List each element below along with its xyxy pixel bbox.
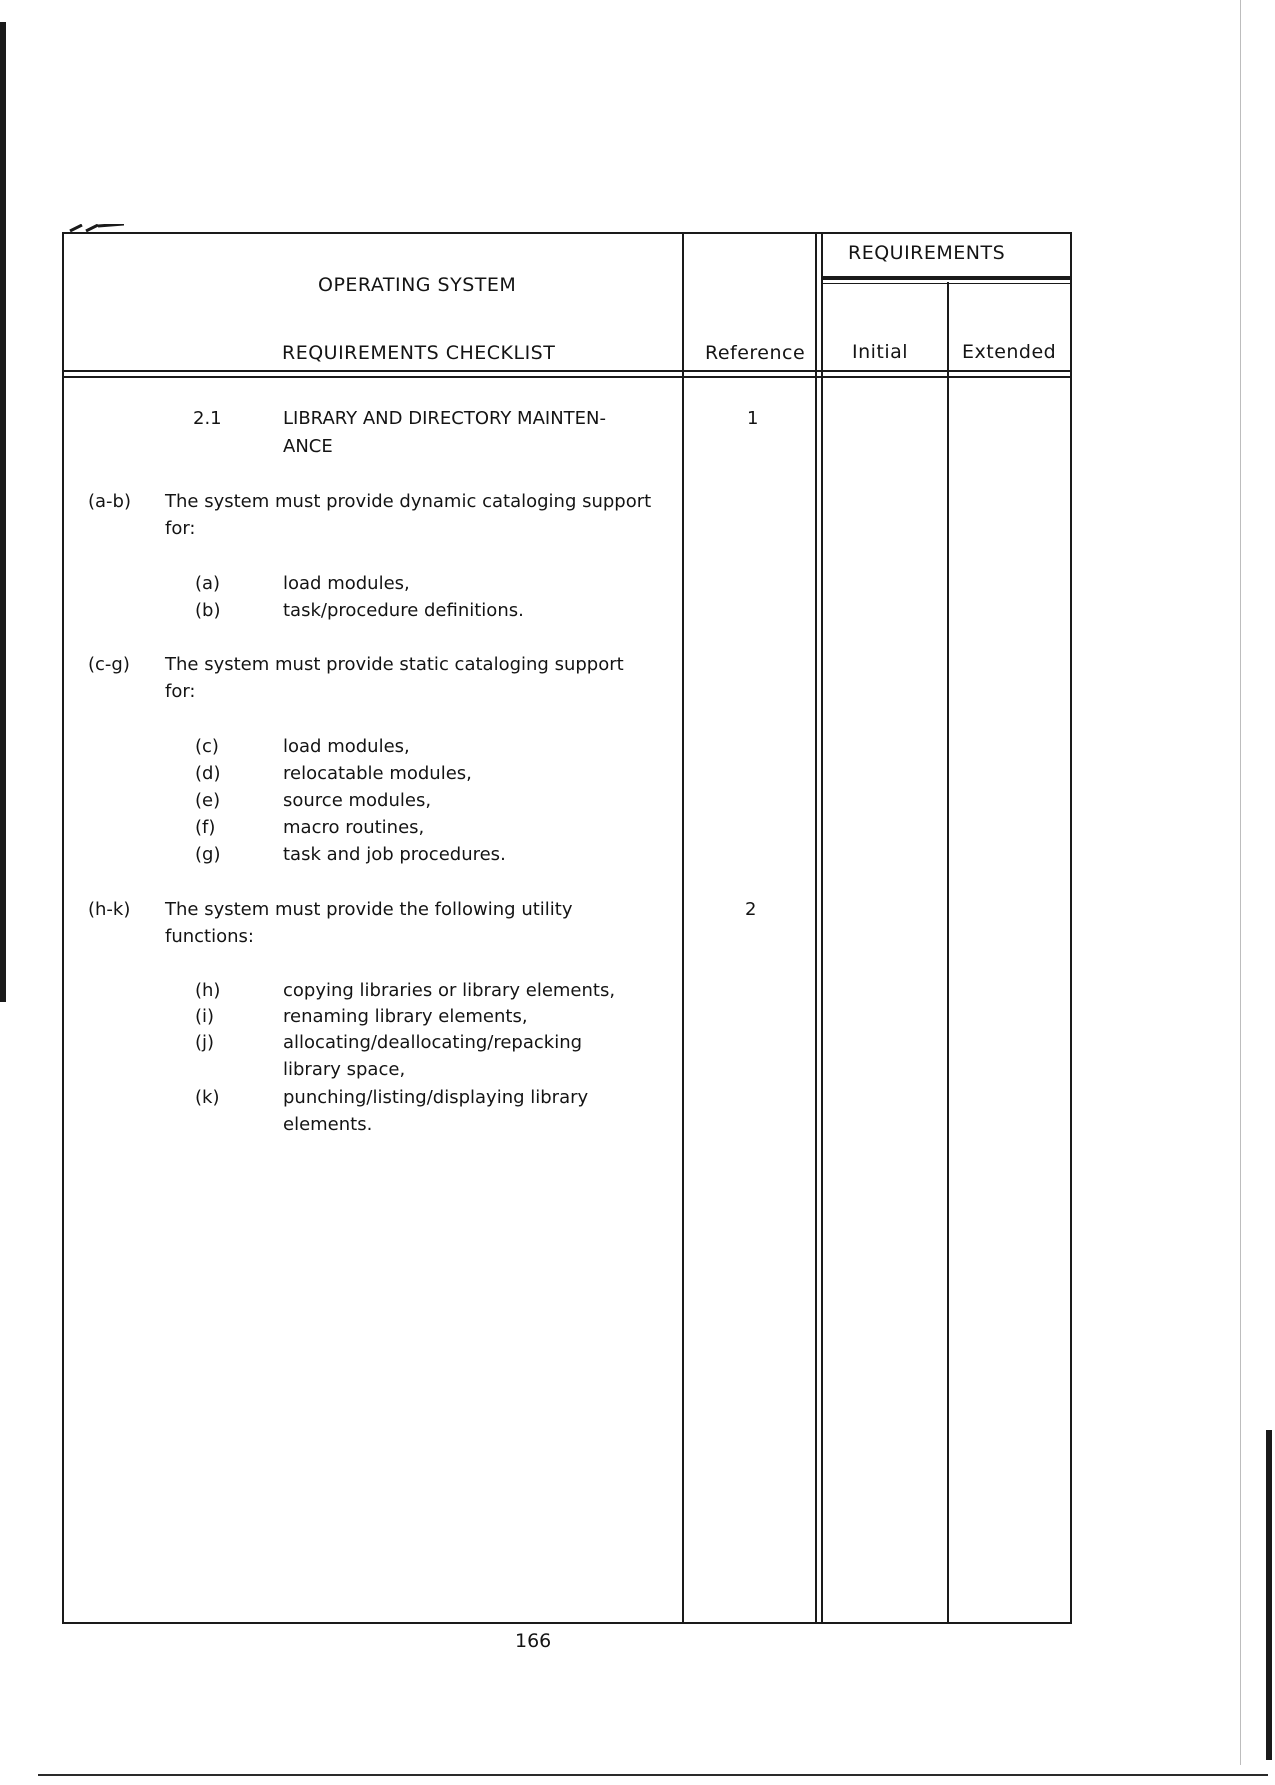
item-label-h: (h) [195,980,221,1001]
item-text-e: source modules, [283,790,432,811]
item-label-j: (j) [195,1032,215,1053]
item-label-c: (c) [195,736,219,757]
page-number: 166 [515,1630,552,1652]
group-label-h-k: (h-k) [88,899,131,920]
section-reference: 1 [747,408,759,429]
group-label-a-b: (a-b) [88,491,131,512]
group-text-h-k-line1: The system must provide the following utility [165,899,573,920]
header-bottom-rule-2 [62,376,1072,378]
item-text-g: task and job procedures. [283,844,506,865]
group-text-c-g-line1: The system must provide static cataloging support [165,654,624,675]
item-label-d: (d) [195,763,221,784]
pen-mark-icon [68,224,124,232]
item-label-k: (k) [195,1087,220,1108]
item-label-a: (a) [195,573,221,594]
requirements-header-rule-thin [821,283,1072,284]
group-text-a-b-line1: The system must provide dynamic cataloging support [165,491,652,512]
reference-column-header: Reference [705,342,806,364]
item-text-h: copying libraries or library elements, [283,980,616,1001]
initial-column-header: Initial [852,341,909,363]
scan-edge-left [0,22,6,1002]
requirements-column-header: REQUIREMENTS [848,242,1006,264]
item-text-a: load modules, [283,573,410,594]
item-text-i: renaming library elements, [283,1006,528,1027]
scan-edge-right [1266,1430,1272,1760]
group-label-c-g: (c-g) [88,654,130,675]
item-label-g: (g) [195,844,221,865]
item-text-j-line1: allocating/deallocating/repacking [283,1032,583,1053]
column-divider-requirements-left2 [821,232,823,1624]
requirements-header-rule [821,276,1072,280]
item-text-c: load modules, [283,736,410,757]
section-number: 2.1 [193,408,222,429]
item-text-f: macro routines, [283,817,425,838]
table-title-line2: REQUIREMENTS CHECKLIST [282,342,556,364]
section-title-line2: ANCE [283,436,333,457]
item-text-j-line2: library space, [283,1059,406,1080]
header-bottom-rule [62,370,1072,372]
group-reference-h-k: 2 [745,899,757,920]
item-label-i: (i) [195,1006,215,1027]
column-divider-requirements-left [815,232,817,1624]
item-text-d: relocatable modules, [283,763,472,784]
scan-edge-bottom [38,1774,1268,1776]
group-text-c-g-line2: for: [165,681,196,702]
item-label-e: (e) [195,790,221,811]
group-text-a-b-line2: for: [165,518,196,539]
item-label-b: (b) [195,600,221,621]
table-title-line1: OPERATING SYSTEM [318,274,517,296]
section-title-line1: LIBRARY AND DIRECTORY MAINTEN- [283,408,607,429]
column-divider-reference [682,232,684,1624]
extended-column-header: Extended [962,341,1057,363]
group-text-h-k-line2: functions: [165,926,254,947]
scan-edge-right-thin [1240,0,1241,1765]
item-text-k-line1: punching/listing/displaying library [283,1087,589,1108]
item-label-f: (f) [195,817,216,838]
column-divider-initial-extended [947,282,949,1624]
item-text-b: task/procedure definitions. [283,600,524,621]
item-text-k-line2: elements. [283,1114,373,1135]
